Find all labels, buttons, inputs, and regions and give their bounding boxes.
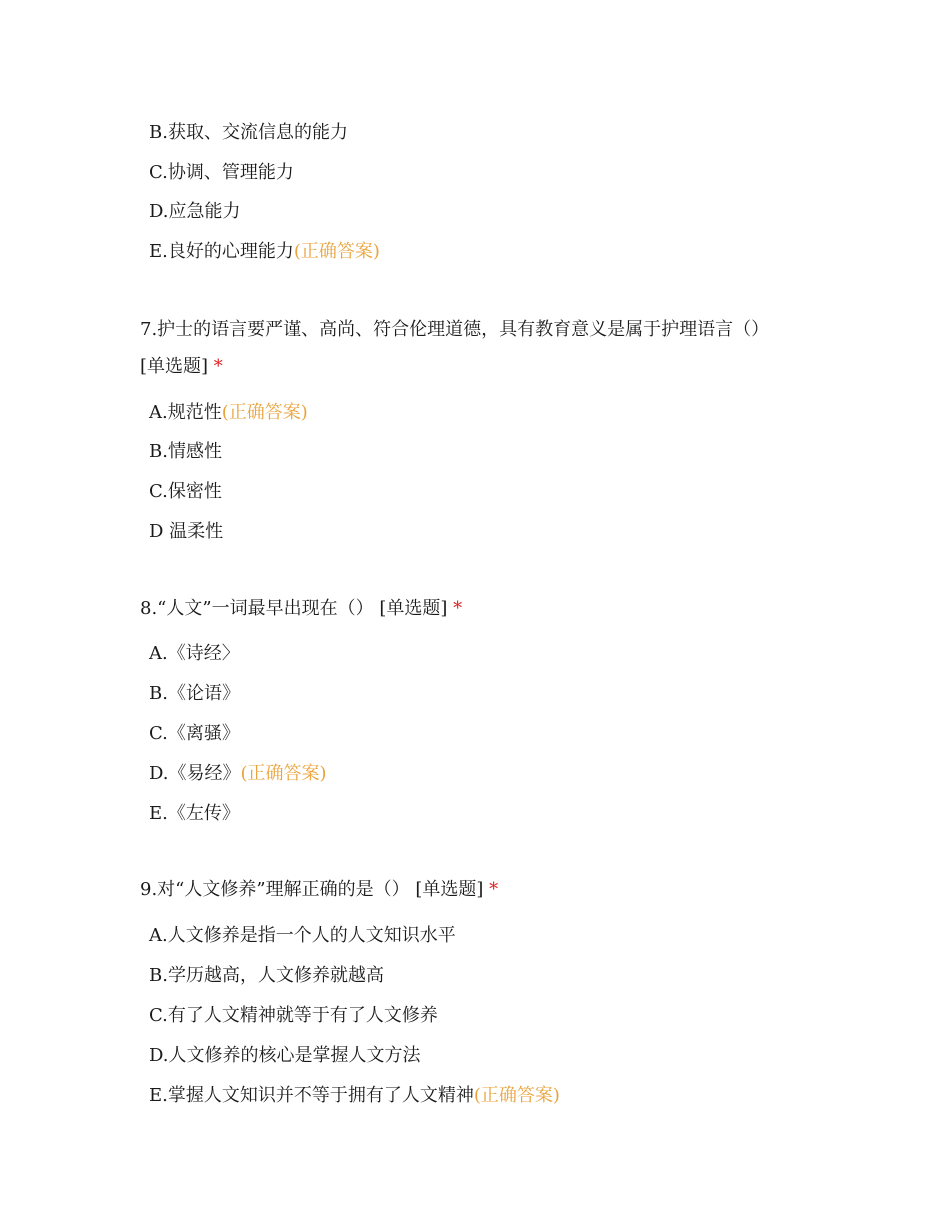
question-text: 9.对“人文修养”理解正确的是（） (140, 879, 410, 900)
required-star: * (213, 356, 223, 377)
q9-option-a (149, 924, 456, 948)
option-text: C.协调、管理能力 (149, 162, 294, 183)
question-type: [单选题] (415, 879, 484, 900)
option-text: E.《左传》 (149, 803, 240, 824)
option-text: E.掌握人文知识并不等于拥有了人文精神 (149, 1085, 474, 1106)
required-star: * (453, 598, 463, 619)
q7-option-d (149, 520, 223, 544)
option-text: D.人文修养的核心是掌握人文方法 (149, 1045, 421, 1066)
q9-option-d (149, 1044, 421, 1068)
option-text: C.《离骚》 (149, 723, 240, 744)
option-text: B.学历越高，人文修养就越高 (149, 965, 384, 986)
option-text: B.获取、交流信息的能力 (149, 122, 348, 143)
option-text: D.应急能力 (149, 201, 241, 222)
q7-type-line (140, 355, 223, 379)
correct-answer-label: (正确答案) (293, 241, 380, 262)
q7-title (140, 318, 769, 342)
q7-option-b (149, 440, 222, 464)
option-text: B.《论语》 (149, 683, 240, 704)
option-text: D.《易经》 (149, 763, 241, 784)
option-text: D 温柔性 (149, 521, 224, 542)
correct-answer-label: (正确答案) (221, 402, 308, 423)
q6-option-b (149, 121, 348, 145)
q9-option-e (149, 1084, 560, 1108)
required-star: * (489, 879, 499, 900)
q6-option-e (149, 240, 380, 264)
option-text: A.人文修养是指一个人的人文知识水平 (149, 925, 456, 946)
q8-option-e (149, 802, 240, 826)
q9-option-c (149, 1004, 438, 1028)
q9-option-b (149, 964, 384, 988)
option-text: B.情感性 (149, 441, 222, 462)
option-text: C.保密性 (149, 481, 222, 502)
q6-option-d (149, 200, 241, 224)
q8-option-c (149, 722, 240, 746)
q8-option-b (149, 682, 240, 706)
q7-option-a (149, 401, 308, 425)
question-type: [单选题] (379, 598, 448, 619)
q8-option-d (149, 762, 327, 786)
option-text: E.良好的心理能力 (149, 241, 294, 262)
q7-option-c (149, 480, 222, 504)
option-text: A.规范性 (149, 402, 222, 423)
correct-answer-label: (正确答案) (473, 1085, 560, 1106)
option-text: C.有了人文精神就等于有了人文修养 (149, 1005, 438, 1026)
question-text: 8.“人文”一词最早出现在（） (140, 598, 374, 619)
option-text: A.《诗经〉 (149, 643, 240, 664)
question-text: 7.护士的语言要严谨、高尚、符合伦理道德，具有教育意义是属于护理语言（） (140, 319, 770, 340)
q9-title (140, 878, 498, 902)
correct-answer-label: (正确答案) (240, 763, 327, 784)
q6-option-c (149, 161, 294, 185)
q8-option-a (149, 642, 240, 666)
q8-title (140, 597, 462, 621)
question-type: [单选题] (140, 356, 209, 377)
